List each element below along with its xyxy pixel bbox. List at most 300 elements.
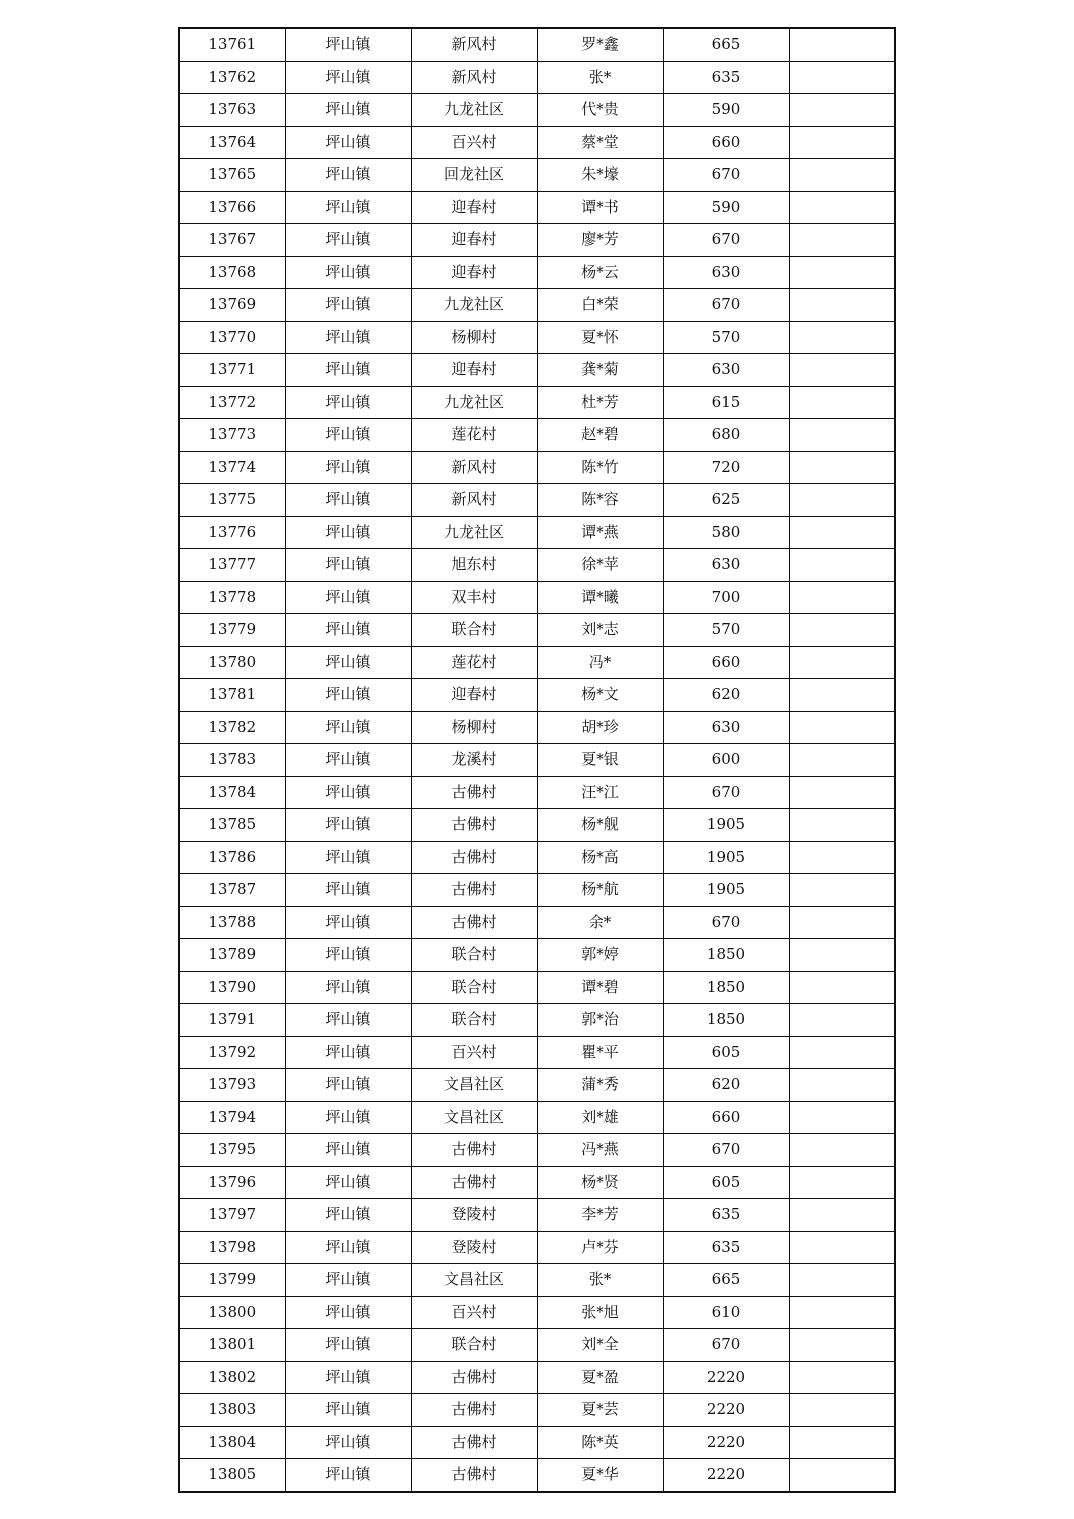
- town-cell: 坪山镇: [285, 321, 411, 354]
- row-number-cell: 13762: [179, 61, 285, 94]
- name-cell: 代*贵: [537, 94, 663, 127]
- name-cell: 蔡*堂: [537, 126, 663, 159]
- amount-cell: 720: [663, 451, 789, 484]
- name-cell: 夏*盈: [537, 1361, 663, 1394]
- village-cell: 迎春村: [411, 191, 537, 224]
- town-cell: 坪山镇: [285, 841, 411, 874]
- amount-cell: 1850: [663, 971, 789, 1004]
- amount-cell: 590: [663, 94, 789, 127]
- row-number-cell: 13803: [179, 1394, 285, 1427]
- row-number-cell: 13770: [179, 321, 285, 354]
- table-row: [179, 451, 895, 484]
- name-cell: 杨*文: [537, 679, 663, 712]
- note-cell: [789, 1296, 895, 1329]
- village-cell: 新风村: [411, 451, 537, 484]
- note-cell: [789, 159, 895, 192]
- table-row: [179, 581, 895, 614]
- village-cell: 联合村: [411, 1004, 537, 1037]
- town-cell: 坪山镇: [285, 646, 411, 679]
- name-cell: 刘*志: [537, 614, 663, 647]
- note-cell: [789, 776, 895, 809]
- note-cell: [789, 679, 895, 712]
- village-cell: 回龙社区: [411, 159, 537, 192]
- row-number-cell: 13800: [179, 1296, 285, 1329]
- name-cell: 胡*珍: [537, 711, 663, 744]
- table-row: [179, 1036, 895, 1069]
- note-cell: [789, 61, 895, 94]
- name-cell: 杜*芳: [537, 386, 663, 419]
- village-cell: 登陵村: [411, 1199, 537, 1232]
- row-number-cell: 13783: [179, 744, 285, 777]
- amount-cell: 620: [663, 1069, 789, 1102]
- amount-cell: 630: [663, 256, 789, 289]
- village-cell: 九龙社区: [411, 94, 537, 127]
- table-row: [179, 841, 895, 874]
- name-cell: 蒲*秀: [537, 1069, 663, 1102]
- name-cell: 廖*芳: [537, 224, 663, 257]
- table-row: [179, 549, 895, 582]
- table-row: [179, 1134, 895, 1167]
- amount-cell: 2220: [663, 1459, 789, 1492]
- table-row: [179, 1459, 895, 1492]
- town-cell: 坪山镇: [285, 874, 411, 907]
- name-cell: 谭*碧: [537, 971, 663, 1004]
- name-cell: 刘*全: [537, 1329, 663, 1362]
- table-row: [179, 256, 895, 289]
- village-cell: 古佛村: [411, 1394, 537, 1427]
- village-cell: 新风村: [411, 28, 537, 61]
- amount-cell: 700: [663, 581, 789, 614]
- row-number-cell: 13764: [179, 126, 285, 159]
- row-number-cell: 13775: [179, 484, 285, 517]
- town-cell: 坪山镇: [285, 1069, 411, 1102]
- town-cell: 坪山镇: [285, 1264, 411, 1297]
- note-cell: [789, 1459, 895, 1492]
- table-row: [179, 1264, 895, 1297]
- amount-cell: 630: [663, 549, 789, 582]
- note-cell: [789, 1264, 895, 1297]
- note-cell: [789, 711, 895, 744]
- note-cell: [789, 126, 895, 159]
- table-body: [179, 28, 895, 1492]
- table-row: [179, 1004, 895, 1037]
- row-number-cell: 13792: [179, 1036, 285, 1069]
- amount-cell: 630: [663, 354, 789, 387]
- village-cell: 百兴村: [411, 1036, 537, 1069]
- row-number-cell: 13779: [179, 614, 285, 647]
- note-cell: [789, 841, 895, 874]
- town-cell: 坪山镇: [285, 939, 411, 972]
- town-cell: 坪山镇: [285, 1166, 411, 1199]
- town-cell: 坪山镇: [285, 451, 411, 484]
- amount-cell: 670: [663, 1329, 789, 1362]
- table-row: [179, 289, 895, 322]
- town-cell: 坪山镇: [285, 711, 411, 744]
- village-cell: 古佛村: [411, 874, 537, 907]
- village-cell: 古佛村: [411, 841, 537, 874]
- table-row: [179, 1069, 895, 1102]
- row-number-cell: 13765: [179, 159, 285, 192]
- town-cell: 坪山镇: [285, 549, 411, 582]
- row-number-cell: 13769: [179, 289, 285, 322]
- name-cell: 夏*银: [537, 744, 663, 777]
- table-row: [179, 874, 895, 907]
- table-row: [179, 354, 895, 387]
- row-number-cell: 13778: [179, 581, 285, 614]
- note-cell: [789, 289, 895, 322]
- name-cell: 谭*燕: [537, 516, 663, 549]
- table-row: [179, 614, 895, 647]
- table-row: [179, 1296, 895, 1329]
- village-cell: 联合村: [411, 614, 537, 647]
- amount-cell: 665: [663, 28, 789, 61]
- row-number-cell: 13767: [179, 224, 285, 257]
- table-row: [179, 516, 895, 549]
- row-number-cell: 13790: [179, 971, 285, 1004]
- amount-cell: 660: [663, 646, 789, 679]
- name-cell: 龚*菊: [537, 354, 663, 387]
- amount-cell: 635: [663, 61, 789, 94]
- note-cell: [789, 1134, 895, 1167]
- town-cell: 坪山镇: [285, 1199, 411, 1232]
- table-row: [179, 744, 895, 777]
- village-cell: 文昌社区: [411, 1101, 537, 1134]
- name-cell: 张*: [537, 1264, 663, 1297]
- amount-cell: 615: [663, 386, 789, 419]
- amount-cell: 660: [663, 1101, 789, 1134]
- amount-cell: 2220: [663, 1426, 789, 1459]
- row-number-cell: 13799: [179, 1264, 285, 1297]
- row-number-cell: 13773: [179, 419, 285, 452]
- town-cell: 坪山镇: [285, 1004, 411, 1037]
- village-cell: 迎春村: [411, 224, 537, 257]
- row-number-cell: 13787: [179, 874, 285, 907]
- amount-cell: 630: [663, 711, 789, 744]
- name-cell: 冯*燕: [537, 1134, 663, 1167]
- town-cell: 坪山镇: [285, 809, 411, 842]
- village-cell: 文昌社区: [411, 1264, 537, 1297]
- name-cell: 李*芳: [537, 1199, 663, 1232]
- row-number-cell: 13784: [179, 776, 285, 809]
- town-cell: 坪山镇: [285, 1426, 411, 1459]
- amount-cell: 590: [663, 191, 789, 224]
- village-cell: 莲花村: [411, 419, 537, 452]
- table-row: [179, 1329, 895, 1362]
- town-cell: 坪山镇: [285, 484, 411, 517]
- note-cell: [789, 1199, 895, 1232]
- amount-cell: 2220: [663, 1361, 789, 1394]
- name-cell: 夏*怀: [537, 321, 663, 354]
- row-number-cell: 13782: [179, 711, 285, 744]
- table-row: [179, 61, 895, 94]
- note-cell: [789, 451, 895, 484]
- note-cell: [789, 1036, 895, 1069]
- name-cell: 赵*碧: [537, 419, 663, 452]
- name-cell: 杨*高: [537, 841, 663, 874]
- table-row: [179, 1231, 895, 1264]
- town-cell: 坪山镇: [285, 224, 411, 257]
- village-cell: 文昌社区: [411, 1069, 537, 1102]
- note-cell: [789, 1361, 895, 1394]
- note-cell: [789, 321, 895, 354]
- name-cell: 汪*江: [537, 776, 663, 809]
- town-cell: 坪山镇: [285, 1231, 411, 1264]
- amount-cell: 670: [663, 776, 789, 809]
- village-cell: 联合村: [411, 971, 537, 1004]
- amount-cell: 620: [663, 679, 789, 712]
- table-row: [179, 1101, 895, 1134]
- table-row: [179, 776, 895, 809]
- village-cell: 古佛村: [411, 906, 537, 939]
- amount-cell: 665: [663, 1264, 789, 1297]
- note-cell: [789, 809, 895, 842]
- town-cell: 坪山镇: [285, 354, 411, 387]
- row-number-cell: 13804: [179, 1426, 285, 1459]
- name-cell: 陈*容: [537, 484, 663, 517]
- row-number-cell: 13766: [179, 191, 285, 224]
- village-cell: 迎春村: [411, 354, 537, 387]
- table-row: [179, 646, 895, 679]
- row-number-cell: 13777: [179, 549, 285, 582]
- table-row: [179, 94, 895, 127]
- village-cell: 百兴村: [411, 126, 537, 159]
- note-cell: [789, 94, 895, 127]
- name-cell: 郭*治: [537, 1004, 663, 1037]
- note-cell: [789, 1101, 895, 1134]
- village-cell: 新风村: [411, 61, 537, 94]
- village-cell: 古佛村: [411, 1134, 537, 1167]
- amount-cell: 600: [663, 744, 789, 777]
- village-cell: 联合村: [411, 939, 537, 972]
- name-cell: 白*荣: [537, 289, 663, 322]
- row-number-cell: 13796: [179, 1166, 285, 1199]
- village-cell: 杨柳村: [411, 321, 537, 354]
- table-row: [179, 971, 895, 1004]
- row-number-cell: 13774: [179, 451, 285, 484]
- town-cell: 坪山镇: [285, 386, 411, 419]
- amount-cell: 625: [663, 484, 789, 517]
- name-cell: 杨*舰: [537, 809, 663, 842]
- note-cell: [789, 614, 895, 647]
- note-cell: [789, 549, 895, 582]
- town-cell: 坪山镇: [285, 28, 411, 61]
- town-cell: 坪山镇: [285, 159, 411, 192]
- amount-cell: 635: [663, 1199, 789, 1232]
- row-number-cell: 13793: [179, 1069, 285, 1102]
- row-number-cell: 13794: [179, 1101, 285, 1134]
- note-cell: [789, 874, 895, 907]
- village-cell: 九龙社区: [411, 386, 537, 419]
- row-number-cell: 13798: [179, 1231, 285, 1264]
- table-row: [179, 939, 895, 972]
- note-cell: [789, 581, 895, 614]
- village-cell: 古佛村: [411, 1426, 537, 1459]
- town-cell: 坪山镇: [285, 776, 411, 809]
- amount-cell: 1905: [663, 841, 789, 874]
- name-cell: 张*旭: [537, 1296, 663, 1329]
- town-cell: 坪山镇: [285, 581, 411, 614]
- village-cell: 杨柳村: [411, 711, 537, 744]
- village-cell: 旭东村: [411, 549, 537, 582]
- town-cell: 坪山镇: [285, 971, 411, 1004]
- name-cell: 谭*书: [537, 191, 663, 224]
- amount-cell: 570: [663, 614, 789, 647]
- name-cell: 谭*曦: [537, 581, 663, 614]
- name-cell: 瞿*平: [537, 1036, 663, 1069]
- town-cell: 坪山镇: [285, 1459, 411, 1492]
- row-number-cell: 13771: [179, 354, 285, 387]
- note-cell: [789, 386, 895, 419]
- row-number-cell: 13802: [179, 1361, 285, 1394]
- amount-cell: 610: [663, 1296, 789, 1329]
- name-cell: 夏*华: [537, 1459, 663, 1492]
- amount-cell: 1905: [663, 874, 789, 907]
- name-cell: 卢*芬: [537, 1231, 663, 1264]
- town-cell: 坪山镇: [285, 1134, 411, 1167]
- note-cell: [789, 939, 895, 972]
- village-cell: 古佛村: [411, 776, 537, 809]
- town-cell: 坪山镇: [285, 1101, 411, 1134]
- name-cell: 陈*竹: [537, 451, 663, 484]
- row-number-cell: 13801: [179, 1329, 285, 1362]
- village-cell: 新风村: [411, 484, 537, 517]
- note-cell: [789, 906, 895, 939]
- town-cell: 坪山镇: [285, 1036, 411, 1069]
- row-number-cell: 13776: [179, 516, 285, 549]
- town-cell: 坪山镇: [285, 516, 411, 549]
- amount-cell: 670: [663, 289, 789, 322]
- row-number-cell: 13797: [179, 1199, 285, 1232]
- table-row: [179, 419, 895, 452]
- note-cell: [789, 419, 895, 452]
- note-cell: [789, 28, 895, 61]
- table-row: [179, 1166, 895, 1199]
- name-cell: 张*: [537, 61, 663, 94]
- amount-cell: 605: [663, 1036, 789, 1069]
- amount-cell: 1850: [663, 1004, 789, 1037]
- note-cell: [789, 1329, 895, 1362]
- amount-cell: 2220: [663, 1394, 789, 1427]
- name-cell: 杨*航: [537, 874, 663, 907]
- town-cell: 坪山镇: [285, 906, 411, 939]
- row-number-cell: 13805: [179, 1459, 285, 1492]
- row-number-cell: 13786: [179, 841, 285, 874]
- amount-cell: 570: [663, 321, 789, 354]
- town-cell: 坪山镇: [285, 419, 411, 452]
- amount-cell: 670: [663, 906, 789, 939]
- name-cell: 杨*云: [537, 256, 663, 289]
- town-cell: 坪山镇: [285, 289, 411, 322]
- town-cell: 坪山镇: [285, 126, 411, 159]
- name-cell: 罗*鑫: [537, 28, 663, 61]
- table-row: [179, 1361, 895, 1394]
- amount-cell: 670: [663, 1134, 789, 1167]
- town-cell: 坪山镇: [285, 256, 411, 289]
- table-row: [179, 711, 895, 744]
- table-row: [179, 28, 895, 61]
- table-row: [179, 906, 895, 939]
- amount-cell: 1905: [663, 809, 789, 842]
- note-cell: [789, 1166, 895, 1199]
- note-cell: [789, 1004, 895, 1037]
- table-row: [179, 224, 895, 257]
- name-cell: 余*: [537, 906, 663, 939]
- table-row: [179, 386, 895, 419]
- name-cell: 刘*雄: [537, 1101, 663, 1134]
- data-table: [178, 27, 896, 1493]
- note-cell: [789, 1426, 895, 1459]
- name-cell: 徐*苹: [537, 549, 663, 582]
- name-cell: 陈*英: [537, 1426, 663, 1459]
- table-row: [179, 1199, 895, 1232]
- note-cell: [789, 191, 895, 224]
- note-cell: [789, 224, 895, 257]
- table-row: [179, 679, 895, 712]
- table-row: [179, 809, 895, 842]
- note-cell: [789, 1394, 895, 1427]
- village-cell: 龙溪村: [411, 744, 537, 777]
- town-cell: 坪山镇: [285, 1329, 411, 1362]
- village-cell: 登陵村: [411, 1231, 537, 1264]
- name-cell: 郭*婷: [537, 939, 663, 972]
- town-cell: 坪山镇: [285, 191, 411, 224]
- note-cell: [789, 516, 895, 549]
- amount-cell: 660: [663, 126, 789, 159]
- row-number-cell: 13788: [179, 906, 285, 939]
- amount-cell: 580: [663, 516, 789, 549]
- note-cell: [789, 971, 895, 1004]
- note-cell: [789, 744, 895, 777]
- note-cell: [789, 1231, 895, 1264]
- village-cell: 九龙社区: [411, 289, 537, 322]
- row-number-cell: 13763: [179, 94, 285, 127]
- village-cell: 联合村: [411, 1329, 537, 1362]
- amount-cell: 680: [663, 419, 789, 452]
- table-row: [179, 159, 895, 192]
- table-row: [179, 321, 895, 354]
- village-cell: 迎春村: [411, 256, 537, 289]
- name-cell: 朱*壕: [537, 159, 663, 192]
- name-cell: 夏*芸: [537, 1394, 663, 1427]
- town-cell: 坪山镇: [285, 679, 411, 712]
- table-row: [179, 126, 895, 159]
- village-cell: 古佛村: [411, 1361, 537, 1394]
- town-cell: 坪山镇: [285, 61, 411, 94]
- table-row: [179, 191, 895, 224]
- row-number-cell: 13768: [179, 256, 285, 289]
- row-number-cell: 13772: [179, 386, 285, 419]
- note-cell: [789, 484, 895, 517]
- table-row: [179, 1426, 895, 1459]
- row-number-cell: 13780: [179, 646, 285, 679]
- village-cell: 双丰村: [411, 581, 537, 614]
- village-cell: 古佛村: [411, 1459, 537, 1492]
- name-cell: 冯*: [537, 646, 663, 679]
- note-cell: [789, 1069, 895, 1102]
- amount-cell: 635: [663, 1231, 789, 1264]
- note-cell: [789, 256, 895, 289]
- village-cell: 莲花村: [411, 646, 537, 679]
- town-cell: 坪山镇: [285, 1296, 411, 1329]
- row-number-cell: 13785: [179, 809, 285, 842]
- town-cell: 坪山镇: [285, 744, 411, 777]
- town-cell: 坪山镇: [285, 1394, 411, 1427]
- note-cell: [789, 354, 895, 387]
- amount-cell: 1850: [663, 939, 789, 972]
- row-number-cell: 13795: [179, 1134, 285, 1167]
- row-number-cell: 13791: [179, 1004, 285, 1037]
- name-cell: 杨*贤: [537, 1166, 663, 1199]
